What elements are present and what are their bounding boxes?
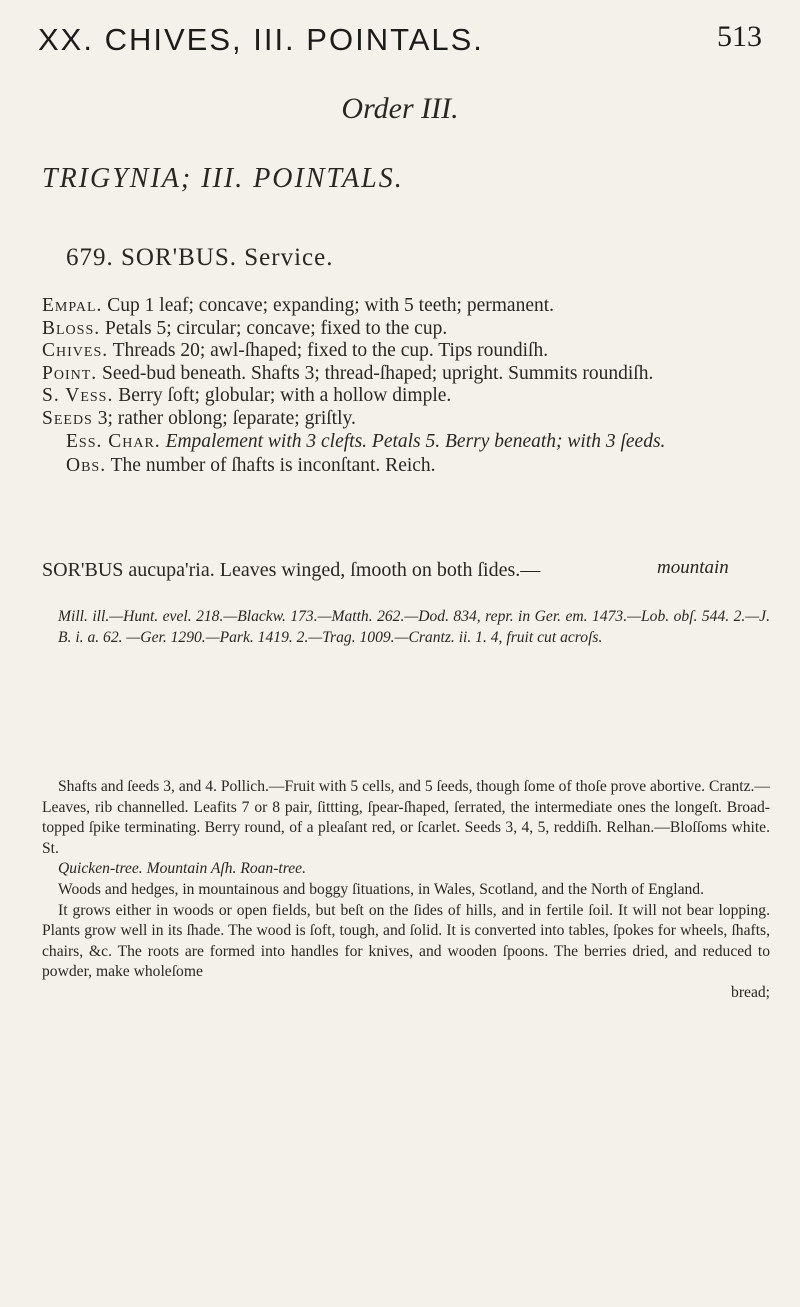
running-title: XX. CHIVES, III. POINTALS. [38,22,484,57]
character-chives: Chives. Threads 20; awl-ſhaped; fixed to the cup. Tips roundiſh. [42,340,549,361]
character-empal: Empal. Cup 1 leaf; concave; expanding; with 5 teeth; permanent. [42,295,555,316]
species-notes [42,777,770,1004]
uses-paragraph: It grows either in woods or open fields, but beſt on the ſides of hills, and in fertile ſoil. It will not bear lopping. Plants grow well in its ſhade. The wood is ſoft, tough, and ſolid. It is converted into tables, ſpokes for wheels, ſhafts, chairs, &c. The roots are formed into handles for knives, and wooden ſpoons. The berries dried, and reduced to powder, make wholeſome [42,901,770,981]
character-seeds: Seeds 3; rather oblong; ſeparate; griſtly. [42,407,356,429]
genus-heading: 679. SOR'BUS. Service. [66,244,334,271]
common-names: Quicken-tree. Mountain Aſh. Roan-tree. [58,860,306,878]
character-bloss: Bloss. Petals 5; circular; concave; fixed to the cup. [42,317,448,339]
generic-characters [42,295,772,477]
margin-note: mountain [657,557,729,578]
essential-character: Ess. Char. Empalement with 3 clefts. Petals 5. Berry beneath; with 3 ſeeds. [66,431,666,452]
character-svess: S. Vess. Berry ſoft; globular; with a hollow dimple. [42,385,452,406]
order-heading: Order III. [341,92,459,125]
habitat-paragraph: Woods and hedges, in mountainous and boggy ſituations, in Wales, Scotland, and the North of England. [58,880,704,898]
catchword: bread; [731,983,770,1001]
page-number: 513 [717,20,762,53]
character-point: Point. Seed-bud beneath. Shafts 3; thread-ſhaped; upright. Summits roundiſh. [42,362,654,384]
species-description: Leaves winged, ſmooth on both ſides.— [219,559,541,581]
observation: Obs. The number of ſhafts is inconſtant. Reich. [66,454,436,476]
note-paragraph: Shafts and ſeeds 3, and 4. Pollich.—Fruit with 5 cells, and 5 ſeeds, though ſome of thoſe prove abortive. Crantz.—Leaves, rib channelled. Leafits 7 or 8 pair, ſittting, ſpear-ſhaped, ſerrated, the intermediate ones the longeſt. Broad-topped ſpike terminating. Berry round, of a pleaſant red, or ſcarlet. Seeds 3, 4, 5, reddiſh. Relhan.—Bloſſoms white. St. [42,778,770,857]
reference-list: Mill. ill.—Hunt. evel. 218.—Blackw. 173.—Matth. 262.—Dod. 834, repr. in Ger. em. 1473.—Lob. obſ. 544. 2.—J. B. i. a. 62. —Ger. 1290.—Park. 1419. 2.—Trag. 1009.—Crantz. ii. 1. 4, fruit cut acroſs. [58,608,770,646]
references [58,607,770,648]
class-title: TRIGYNIA; III. POINTALS. [42,163,404,194]
species-name: SOR'BUS aucupa'ria. [42,559,215,581]
